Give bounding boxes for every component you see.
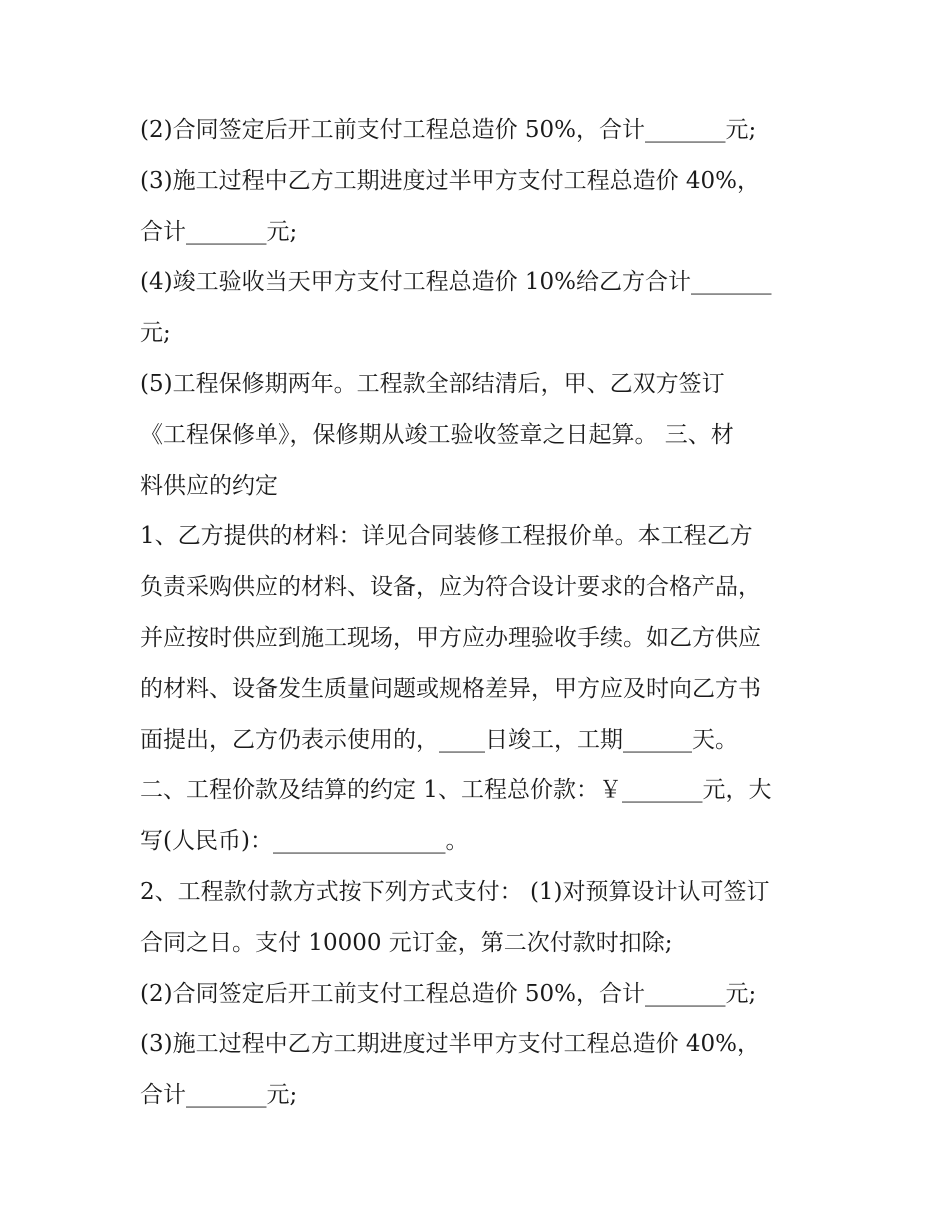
text-line: 二、工程价款及结算的约定 1、工程总价款：￥_______元，大 [140,777,772,804]
text-line: 写(人民币)：_______________。 [140,828,469,855]
document-body [140,105,820,1121]
text-line: 合同之日。支付 10000 元订金，第二次付款时扣除; [140,929,673,956]
text-line: (5)工程保修期两年。工程款全部结清后，甲、乙双方签订 [140,370,725,397]
text-line: (2)合同签定后开工前支付工程总造价 50%，合计_______元; [140,980,757,1007]
text-line: 负责采购供应的材料、设备，应为符合设计要求的合格产品， [140,574,761,601]
text-line: 合计_______元; [140,218,298,245]
text-line: 1、乙方提供的材料：详见合同装修工程报价单。本工程乙方 [140,523,753,550]
text-line: (2)合同签定后开工前支付工程总造价 50%，合计_______元; [140,117,757,143]
text-line: 并应按时供应到施工现场，甲方应办理验收手续。如乙方供应 [140,624,761,651]
text-line: 的材料、设备发生质量问题或规格差异，甲方应及时向乙方书 [140,675,761,702]
text-line: 料供应的约定 [140,472,278,499]
text-line: 面提出，乙方仍表示使用的，____日竣工，工期______天。 [140,726,738,753]
text-line: 《工程保修单》，保修期从竣工验收签章之日起算。 三、材 [140,421,734,448]
text-line: (3)施工过程中乙方工期进度过半甲方支付工程总造价 40%， [140,1031,761,1058]
text-line: 元; [140,320,171,347]
text-line: (4)竣工验收当天甲方支付工程总造价 10%给乙方合计_______ [140,269,772,296]
text-line: (3)施工过程中乙方工期进度过半甲方支付工程总造价 40%， [140,167,761,194]
text-line: 合计_______元; [140,1082,298,1109]
text-line: 2、工程款付款方式按下列方式支付： (1)对预算设计认可签订 [140,878,770,905]
